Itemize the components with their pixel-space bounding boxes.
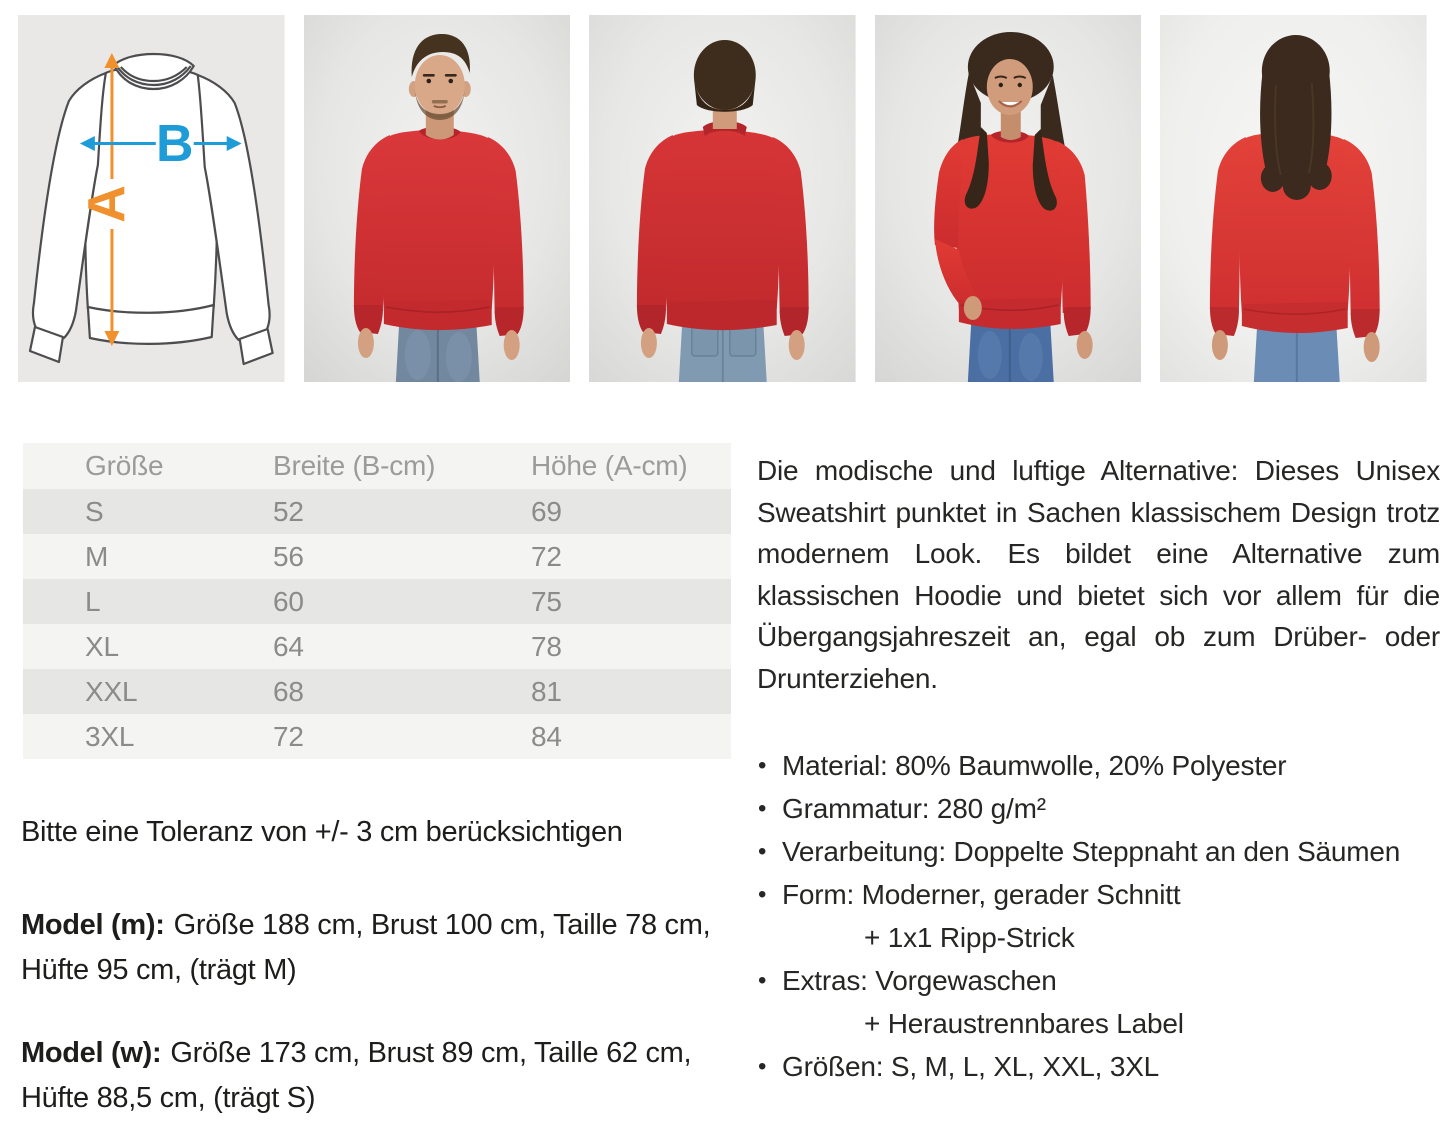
cell-size: M bbox=[85, 540, 109, 572]
right-hand bbox=[1364, 332, 1380, 362]
red-sweatshirt-back bbox=[637, 121, 809, 336]
spec-verarbeitung: • Verarbeitung: Doppelte Steppnaht an den Säumen bbox=[757, 830, 1440, 873]
photo-female-back bbox=[1160, 15, 1427, 382]
right-hand bbox=[789, 330, 805, 360]
model-w-note bbox=[21, 1031, 721, 1121]
photo-female-front bbox=[875, 15, 1142, 382]
right-hand bbox=[503, 330, 519, 360]
cell-breite: 72 bbox=[273, 720, 304, 752]
female-front-photo bbox=[875, 15, 1142, 382]
cell-hoehe: 72 bbox=[531, 540, 562, 572]
left-hand bbox=[641, 328, 657, 358]
model-m-note bbox=[21, 903, 721, 993]
back-pocket bbox=[730, 326, 756, 356]
red-sweatshirt bbox=[354, 127, 524, 336]
spec-material: • Material: 80% Baumwolle, 20% Polyester bbox=[757, 744, 1440, 787]
table-row bbox=[23, 714, 731, 759]
female-hair-back bbox=[1260, 35, 1332, 200]
label-b: B bbox=[156, 114, 194, 174]
cell-size: 3XL bbox=[85, 720, 135, 752]
spec-form: • Form: Moderner, gerader Schnitt + 1x1 Ripp-Strick bbox=[757, 873, 1440, 959]
tolerance-note: Bitte eine Toleranz von +/- 3 cm berücksichtigen bbox=[21, 816, 623, 848]
left-hand bbox=[1212, 330, 1228, 360]
table-row bbox=[23, 534, 731, 579]
cell-hoehe: 84 bbox=[531, 720, 562, 752]
col-header-hoehe: Höhe (A-cm) bbox=[531, 450, 688, 481]
size-table-header bbox=[23, 443, 731, 489]
cell-hoehe: 69 bbox=[531, 495, 562, 527]
label-a: A bbox=[77, 185, 136, 223]
cell-size: L bbox=[85, 585, 101, 617]
table-row bbox=[23, 669, 731, 714]
size-table bbox=[23, 443, 731, 759]
photo-male-front bbox=[304, 15, 571, 382]
cell-hoehe: 81 bbox=[531, 675, 562, 707]
female-back-photo bbox=[1160, 15, 1427, 382]
male-back-photo bbox=[589, 15, 856, 382]
cell-breite: 56 bbox=[273, 540, 304, 572]
male-front-photo bbox=[304, 15, 571, 382]
product-spec-list bbox=[757, 744, 1440, 1088]
hand-on-hip bbox=[964, 296, 982, 320]
col-header-groesse: Größe bbox=[85, 450, 164, 481]
table-row bbox=[23, 624, 731, 669]
product-image-gallery bbox=[18, 15, 1427, 382]
product-description: Die modische und luftige Alternative: Dieses Unisex Sweatshirt punktet in Sachen klassischem Design trotz modernem Look. Es bildet eine Alternative zum klassischen Hoodie und bietet sich vor allem für die Übergangsjahreszeit an, egal ob zum Drüber- oder Drunterziehen. bbox=[757, 455, 1440, 694]
spec-grammatur: • Grammatur: 280 g/m² bbox=[757, 787, 1440, 830]
cell-size: XXL bbox=[85, 675, 138, 707]
cell-breite: 68 bbox=[273, 675, 304, 707]
model-m-text: Größe 188 cm, Brust 100 cm, Taille 78 cm, Hüfte 95 cm, (trägt M) bbox=[21, 909, 711, 986]
model-w-label: Model (w): bbox=[21, 1037, 162, 1069]
size-diagram-image bbox=[18, 15, 285, 382]
spec-extras: • Extras: Vorgewaschen + Heraustrennbares Label bbox=[757, 959, 1440, 1045]
left-hand bbox=[358, 328, 374, 358]
model-m-label: Model (m): bbox=[21, 909, 165, 941]
table-row bbox=[23, 579, 731, 624]
cell-breite: 60 bbox=[273, 585, 304, 617]
table-row bbox=[23, 489, 731, 534]
size-diagram-panel bbox=[18, 15, 285, 382]
cell-breite: 64 bbox=[273, 630, 304, 662]
right-hand bbox=[1076, 331, 1092, 359]
cell-breite: 52 bbox=[273, 495, 304, 527]
model-w-text: Größe 173 cm, Brust 89 cm, Taille 62 cm, Hüfte 88,5 cm, (trägt S) bbox=[21, 1037, 692, 1114]
photo-male-back bbox=[589, 15, 856, 382]
col-header-breite: Breite (B-cm) bbox=[273, 450, 436, 481]
back-pocket bbox=[692, 326, 718, 356]
cell-hoehe: 75 bbox=[531, 585, 562, 617]
cell-hoehe: 78 bbox=[531, 630, 562, 662]
spec-groessen: • Größen: S, M, L, XL, XXL, 3XL bbox=[757, 1045, 1440, 1088]
cell-size: XL bbox=[85, 630, 119, 662]
cell-size: S bbox=[85, 495, 104, 527]
